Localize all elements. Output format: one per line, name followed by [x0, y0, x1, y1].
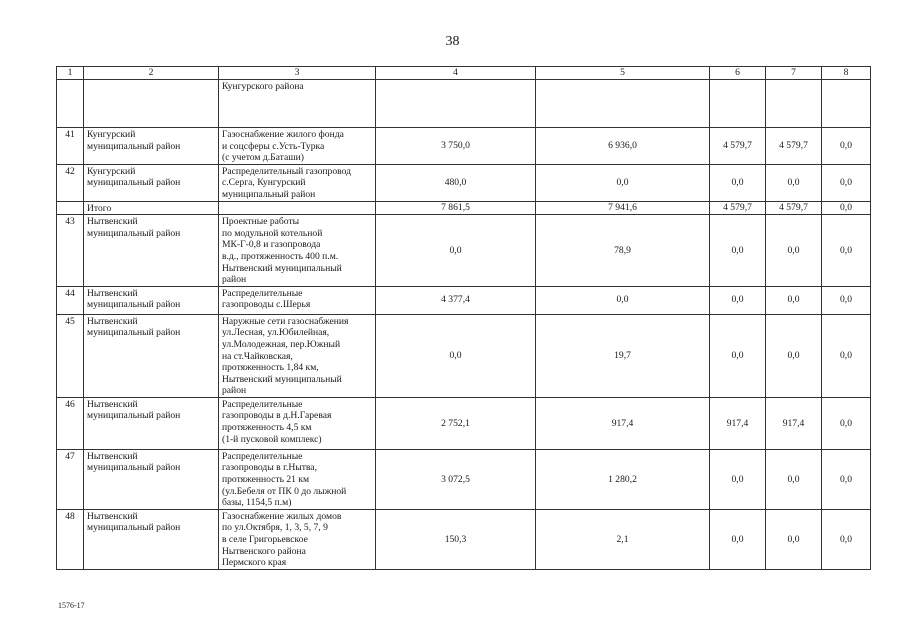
district-cell: Нытвенский муниципальный район: [84, 509, 219, 569]
value-cell-col5: 6 936,0: [536, 128, 710, 165]
table-body: [57, 67, 871, 570]
column-header: 2: [84, 67, 219, 80]
value-cell-col6: 4 579,7: [710, 128, 766, 165]
value-cell-col8: 0,0: [822, 201, 871, 215]
value-cell-col6: 0,0: [710, 509, 766, 569]
column-header-row: [57, 67, 871, 80]
value-cell-col8: [822, 80, 871, 128]
row-number: 46: [57, 397, 84, 449]
row-number: [57, 201, 84, 215]
value-cell-col4: 150,3: [376, 509, 536, 569]
value-cell-col4: 4 377,4: [376, 286, 536, 314]
district-cell: [84, 80, 219, 128]
value-cell-col4: 3 072,5: [376, 449, 536, 509]
district-cell: Нытвенский муниципальный район: [84, 449, 219, 509]
value-cell-col4: 480,0: [376, 164, 536, 201]
value-cell-col5: 917,4: [536, 397, 710, 449]
table-row: [57, 286, 871, 314]
value-cell-col6: [710, 80, 766, 128]
column-header: 8: [822, 67, 871, 80]
value-cell-col7: 0,0: [766, 286, 822, 314]
object-cell: Распределительные газопроводы с.Шерья: [219, 286, 376, 314]
table-row: [57, 164, 871, 201]
object-cell: [219, 201, 376, 215]
page-number: 38: [445, 34, 460, 49]
value-cell-col4: 7 861,5: [376, 201, 536, 215]
value-cell-col6: 0,0: [710, 314, 766, 397]
value-cell-col8: 0,0: [822, 449, 871, 509]
row-number: 48: [57, 509, 84, 569]
object-cell: Газоснабжение жилых домов по ул.Октября, 1, 3, 5, 7, 9 в селе Григорьевское Нытвенского района Пермского края: [219, 509, 376, 569]
column-header: 4: [376, 67, 536, 80]
value-cell-col5: 19,7: [536, 314, 710, 397]
object-cell: Проектные работы по модульной котельной МК-Г-0,8 и газопровода в.д., протяженность 400 п.м. Нытвенский муниципальный район: [219, 215, 376, 287]
district-cell: Нытвенский муниципальный район: [84, 215, 219, 287]
object-cell: Газоснабжение жилого фонда и соцсферы с.Усть-Турка (с учетом д.Баташи): [219, 128, 376, 165]
value-cell-col8: 0,0: [822, 128, 871, 165]
value-cell-col7: 917,4: [766, 397, 822, 449]
value-cell-col4: 3 750,0: [376, 128, 536, 165]
column-header: 1: [57, 67, 84, 80]
value-cell-col5: 0,0: [536, 286, 710, 314]
column-header: 5: [536, 67, 710, 80]
value-cell-col8: 0,0: [822, 215, 871, 287]
value-cell-col4: 0,0: [376, 314, 536, 397]
value-cell-col7: [766, 80, 822, 128]
row-number: 44: [57, 286, 84, 314]
column-header: 6: [710, 67, 766, 80]
value-cell-col7: 0,0: [766, 164, 822, 201]
row-number: 41: [57, 128, 84, 165]
row-number: 42: [57, 164, 84, 201]
table-row: [57, 215, 871, 287]
value-cell-col8: 0,0: [822, 286, 871, 314]
value-cell-col7: 0,0: [766, 509, 822, 569]
value-cell-col4: 0,0: [376, 215, 536, 287]
value-cell-col7: 4 579,7: [766, 128, 822, 165]
value-cell-col4: [376, 80, 536, 128]
value-cell-col7: 4 579,7: [766, 201, 822, 215]
table-row: [57, 314, 871, 397]
value-cell-col8: 0,0: [822, 509, 871, 569]
value-cell-col6: 0,0: [710, 215, 766, 287]
value-cell-col5: [536, 80, 710, 128]
budget-table: [56, 66, 871, 570]
district-cell: Нытвенский муниципальный район: [84, 286, 219, 314]
object-cell: Распределительные газопроводы в д.Н.Гаревая протяженность 4,5 км (1-й пусковой комплекс): [219, 397, 376, 449]
column-header: 7: [766, 67, 822, 80]
document-code: 1576-17: [58, 601, 85, 610]
value-cell-col6: 0,0: [710, 449, 766, 509]
value-cell-col6: 4 579,7: [710, 201, 766, 215]
value-cell-col5: 0,0: [536, 164, 710, 201]
table-row: [57, 449, 871, 509]
table-row: [57, 509, 871, 569]
district-cell: Итого: [84, 201, 219, 215]
row-number: [57, 80, 84, 128]
value-cell-col5: 1 280,2: [536, 449, 710, 509]
value-cell-col6: 0,0: [710, 286, 766, 314]
object-cell: Кунгурского района: [219, 80, 376, 128]
table-row: [57, 201, 871, 215]
district-cell: Нытвенский муниципальный район: [84, 314, 219, 397]
value-cell-col8: 0,0: [822, 314, 871, 397]
value-cell-col4: 2 752,1: [376, 397, 536, 449]
object-cell: Распределительные газопроводы в г.Нытва, протяженность 21 км (ул.Бебеля от ПК 0 до лыжной базы, 1154,5 п.м): [219, 449, 376, 509]
value-cell-col5: 7 941,6: [536, 201, 710, 215]
row-number: 43: [57, 215, 84, 287]
table-row: [57, 80, 871, 128]
object-cell: Наружные сети газоснабжения ул.Лесная, ул.Юбилейная, ул.Молодежная, пер.Южный на ст.Чайковская, протяженность 1,84 км, Нытвенский муниципальный район: [219, 314, 376, 397]
value-cell-col6: 917,4: [710, 397, 766, 449]
value-cell-col5: 2,1: [536, 509, 710, 569]
row-number: 45: [57, 314, 84, 397]
district-cell: Кунгурский муниципальный район: [84, 128, 219, 165]
district-cell: Кунгурский муниципальный район: [84, 164, 219, 201]
table-row: [57, 397, 871, 449]
value-cell-col8: 0,0: [822, 397, 871, 449]
row-number: 47: [57, 449, 84, 509]
value-cell-col6: 0,0: [710, 164, 766, 201]
value-cell-col7: 0,0: [766, 314, 822, 397]
district-cell: Нытвенский муниципальный район: [84, 397, 219, 449]
value-cell-col5: 78,9: [536, 215, 710, 287]
object-cell: Распределительный газопровод с.Серга, Кунгурский муниципальный район: [219, 164, 376, 201]
column-header: 3: [219, 67, 376, 80]
value-cell-col7: 0,0: [766, 449, 822, 509]
value-cell-col8: 0,0: [822, 164, 871, 201]
table-row: [57, 128, 871, 165]
value-cell-col7: 0,0: [766, 215, 822, 287]
